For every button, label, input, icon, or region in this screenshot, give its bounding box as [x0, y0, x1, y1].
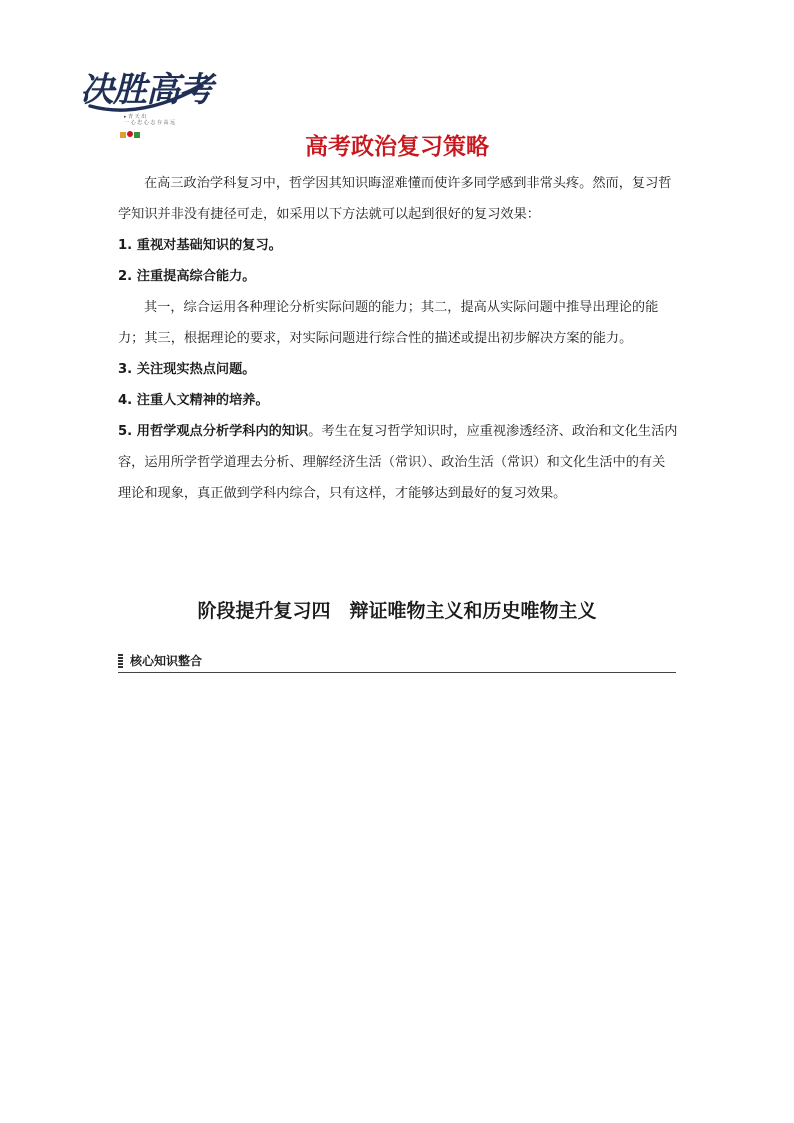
core-knowledge-label: 核心知识整合 — [130, 654, 203, 668]
logo-subtitle: ▸ 青 天 出 一 心 忠 心 志 存 高 远 — [124, 114, 176, 126]
point-3: 3. 关注现实热点问题。 — [118, 362, 256, 377]
point-2: 2. 注重提高综合能力。 — [118, 269, 256, 284]
section-title: 阶段提升复习四 辩证唯物主义和历史唯物主义 — [197, 600, 597, 622]
article-body — [118, 168, 678, 509]
logo — [80, 62, 210, 142]
point-5-title: 5. 用哲学观点分析学科内的知识 — [118, 424, 309, 439]
logo-text: 决胜高考 — [80, 70, 212, 110]
point-2-detail: 其一，综合运用各种理论分析实际问题的能力；其二，提高从实际问题中推导出理论的能力；其三，根据理论的要求，对实际问题进行综合性的描述或提出初步解决方案的能力。 — [118, 300, 659, 346]
intro-paragraph: 在高三政治学科复习中，哲学因其知识晦涩难懂而使许多同学感到非常头疼。然而，复习哲学知识并非没有捷径可走，如采用以下方法就可以起到很好的复习效果： — [118, 176, 672, 222]
page-title: 高考政治复习策略 — [305, 134, 489, 160]
point-5-text: 。考生在复习哲学知识时，应重视渗透经济、政治和文化生活内容，运用所学哲学道理去分析、理解经济生活（常识）、政治生活（常识）和文化生活中的有关理论和现象，真正做到学科内综合，只有这样，才能够达到最好的复习效果。 — [118, 424, 678, 501]
point-4: 4. 注重人文精神的培养。 — [118, 393, 269, 408]
section-marker-icon — [118, 654, 123, 668]
point-5 — [118, 416, 678, 509]
core-knowledge-header — [118, 652, 676, 673]
point-1: 1. 重视对基础知识的复习。 — [118, 238, 282, 253]
